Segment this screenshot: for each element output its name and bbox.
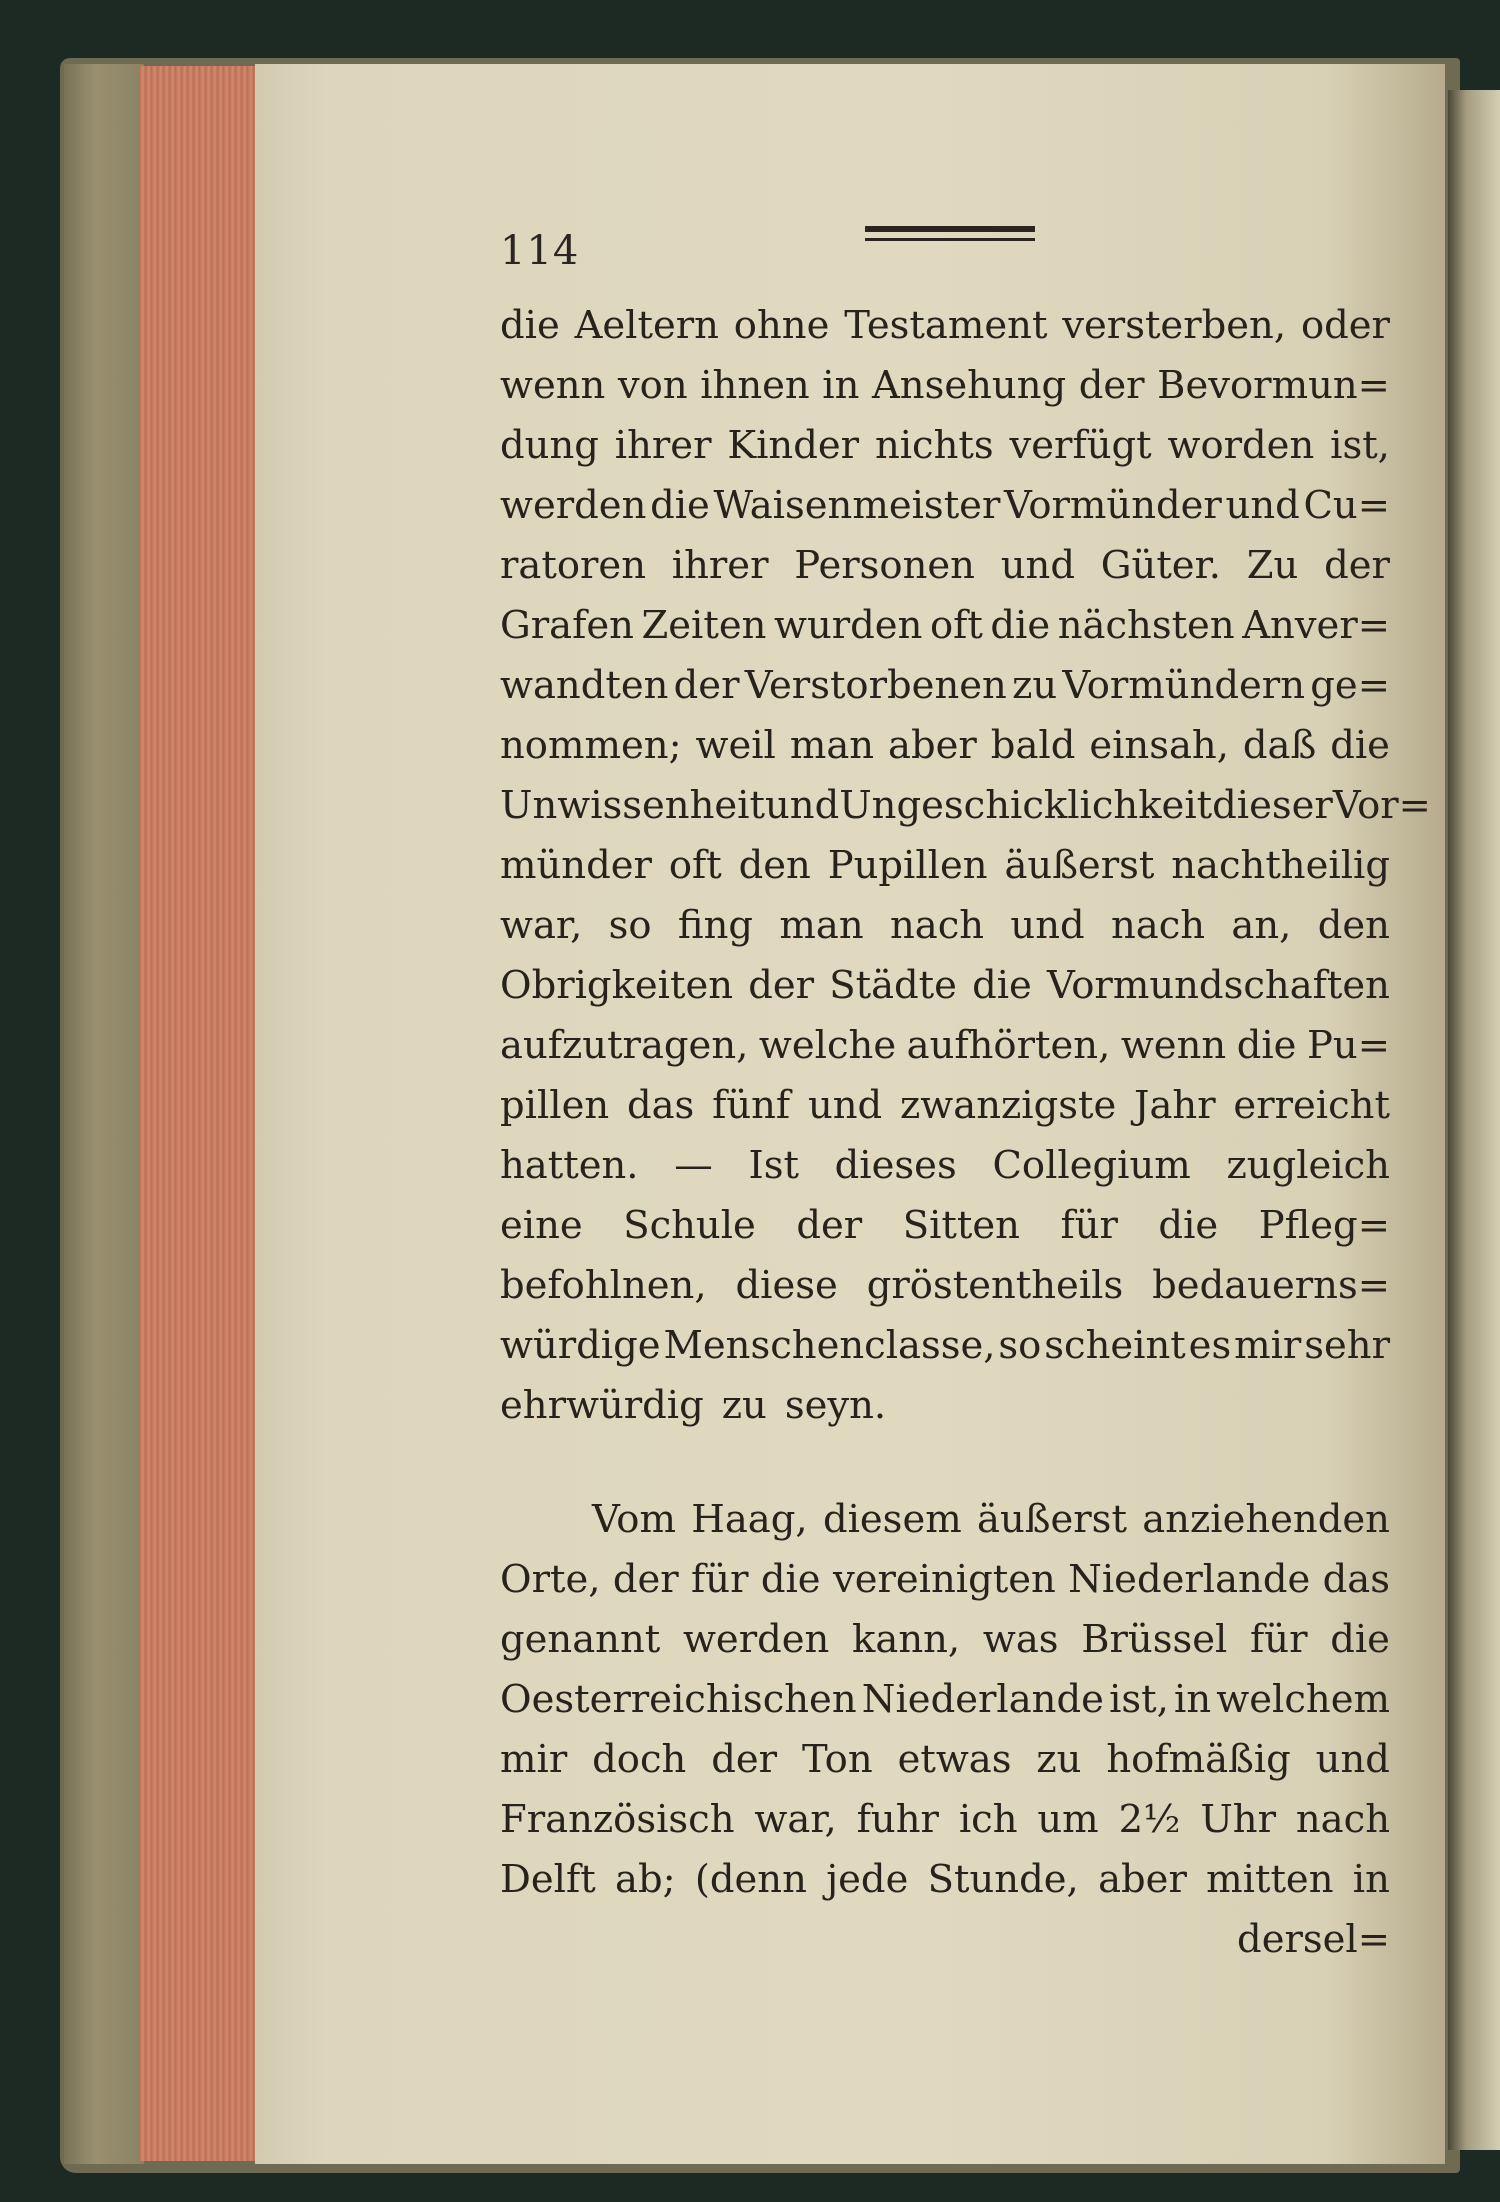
text-line [500,536,1390,596]
word: Ansehung [871,363,1067,408]
text-line [500,1490,1390,1550]
word: die [760,1557,821,1602]
word: diesem [822,1497,962,1542]
word: mir [1234,1323,1302,1368]
word: der [796,1203,863,1248]
word: fünf [712,1083,791,1128]
text-line [500,1076,1390,1136]
word: und [764,783,840,828]
text-line [500,1790,1390,1850]
word: ab; [614,1857,676,1902]
facing-page-edge [1448,90,1500,2150]
word: Grafen [500,603,634,648]
word: zwanzigste [900,1083,1117,1128]
word: was [982,1617,1059,1662]
word: nach [1295,1797,1390,1842]
word: sehr [1304,1323,1390,1368]
page-number: 114 [500,228,580,274]
word: und [1315,1737,1390,1782]
word: Vor= [1332,783,1431,828]
word: Menschenclasse, [663,1323,996,1368]
word: münder [500,843,652,888]
word: Ungeschicklichkeit [839,783,1213,828]
word: dung [500,423,599,468]
word: Obrigkeiten [500,963,734,1008]
word: der [612,1557,679,1602]
word: nächsten [1057,603,1235,648]
catchword-line [500,1910,1390,1970]
word: man [779,903,864,948]
word: Städte [829,963,957,1008]
word: das [1322,1557,1390,1602]
word: Personen [794,543,975,588]
word: jede [826,1857,909,1902]
word: Zu [1246,543,1299,588]
word: erreicht [1233,1083,1390,1128]
word: Stunde, [927,1857,1079,1902]
word: den [1317,903,1390,948]
header-rule-thin [865,238,1035,241]
word: in [822,363,860,408]
word: war, [754,1797,837,1842]
text-line [500,1256,1390,1316]
word: wenn [500,363,606,408]
word: in [1352,1857,1390,1902]
word: die [990,603,1051,648]
word: der [673,663,740,708]
text-line [500,1730,1390,1790]
word: anziehenden [1142,1497,1390,1542]
body-text [500,296,1431,1970]
word: gröstentheils [866,1263,1124,1308]
text-line [500,776,1431,836]
word: der [748,963,815,1008]
word: nommen; [500,723,682,768]
word: nach [889,903,985,948]
word: äußerst [1004,843,1155,888]
word: genannt [500,1617,661,1662]
word: Jahr [1134,1083,1216,1128]
word: Bevormun= [1157,363,1390,408]
word: nachtheilig [1171,843,1390,888]
word: mir [500,1737,568,1782]
word: zu [1036,1737,1082,1782]
word: Orte, [500,1557,601,1602]
word: weil [695,723,776,768]
word: Oesterreichischen [500,1677,857,1722]
word: Haag, [691,1497,808,1542]
word: man [789,723,875,768]
word: doch [592,1737,687,1782]
word: es [1188,1323,1232,1368]
word: an, [1231,903,1292,948]
word: wandten [500,663,669,708]
word: für [1060,1203,1118,1248]
word: oft [668,843,722,888]
word: kann, [852,1617,961,1662]
text-line [500,1016,1390,1076]
text-line [500,1136,1390,1196]
word: die [1330,723,1390,768]
text-line [500,716,1390,776]
word: versterben, [1062,303,1287,348]
text-line [500,296,1390,356]
word: verfügt [1009,423,1152,468]
word: in [1174,1677,1212,1722]
word: der [1078,363,1145,408]
word: Unwissenheit [500,783,765,828]
word: bedauerns= [1152,1263,1390,1308]
word: werden [500,483,647,528]
word: welche [758,1023,897,1068]
word: oder [1300,303,1390,348]
paragraph-2 [500,1490,1390,1910]
word: aufzutragen, [500,1023,749,1068]
word: Schule [623,1203,756,1248]
word: von [617,363,688,408]
word: Delft [500,1857,596,1902]
text-line [500,416,1390,476]
word: befohlnen, [500,1263,707,1308]
word: Kinder [727,423,860,468]
word: aber [1098,1857,1187,1902]
word: werden [682,1617,830,1662]
word: und [1225,483,1300,528]
word: Ist [748,1143,799,1188]
word: mitten [1206,1857,1334,1902]
word: Niederlande [861,1677,1104,1722]
word: ich [958,1797,1018,1842]
word: das [626,1083,695,1128]
word: dieser [1212,783,1333,828]
text-line [500,1550,1390,1610]
text-line [500,956,1390,1016]
text-line [500,1316,1390,1376]
word: Französisch [500,1797,735,1842]
word: so [608,903,652,948]
word: der [1324,543,1390,588]
word: worden [1167,423,1315,468]
word: war, [500,903,583,948]
word: fuhr [856,1797,939,1842]
word: nichts [874,423,994,468]
word: die [1236,1023,1297,1068]
word: ratoren [500,543,646,588]
word: Waisenmeister [713,483,1001,528]
word: und [1000,543,1075,588]
text-line [500,1850,1390,1910]
word: den [738,843,811,888]
word: für [691,1557,749,1602]
paragraph-gap [500,1436,1390,1490]
text-line [500,356,1390,416]
word: und [807,1083,883,1128]
word: — [674,1143,713,1188]
word: ihrer [671,543,769,588]
word: pillen [500,1083,610,1128]
paragraph-1 [500,296,1431,1436]
text-line [500,1196,1390,1256]
word: ohne [733,303,830,348]
word: für [1250,1617,1308,1662]
word: aufhörten, [906,1023,1111,1068]
word: 2½ [1118,1797,1181,1842]
word: Niederlande [1068,1557,1311,1602]
word: Cu= [1303,483,1390,528]
text-line [500,596,1390,656]
word: ehrwürdig [500,1383,704,1428]
word: ihrer [614,423,712,468]
word: die [972,963,1032,1008]
word: Zeiten [641,603,767,648]
word: Anver= [1242,603,1390,648]
text-line [500,476,1390,536]
book-cover-edge [64,64,144,2164]
word: Güter. [1100,543,1221,588]
page-edges [140,66,258,2161]
text-line [500,656,1390,716]
word: ist, [1330,423,1390,468]
word: Pu= [1307,1023,1390,1068]
word: seyn. [784,1383,887,1428]
text-line [500,836,1390,896]
word: (denn [694,1857,807,1902]
header-rule [865,226,1035,246]
word: daß [1242,723,1317,768]
word: Sitten [902,1203,1020,1248]
word: Uhr [1200,1797,1276,1842]
word: um [1037,1797,1099,1842]
word: oft [929,603,983,648]
word: Pfleg= [1258,1203,1390,1248]
word: die [1330,1617,1390,1662]
word: zugleich [1226,1143,1390,1188]
word: Brüssel [1081,1617,1228,1662]
word: ihnen [700,363,810,408]
word: welchem [1216,1677,1390,1722]
word: Vormündern [1062,663,1306,708]
word: diese [735,1263,838,1308]
word: wurden [773,603,923,648]
word: die [500,303,560,348]
word: nach [1110,903,1206,948]
catchword: dersel= [1237,1917,1390,1962]
word: hatten. [500,1143,639,1188]
word: Ton [801,1737,873,1782]
word: zu [1012,663,1058,708]
word: aber [888,723,977,768]
word: etwas [897,1737,1012,1782]
word: hofmäßig [1106,1737,1291,1782]
word: dieses [834,1143,957,1188]
word: Verstorbenen [744,663,1007,708]
word: einsah, [1089,723,1229,768]
text-line [500,1670,1390,1730]
word: äußerst [977,1497,1127,1542]
word: ge= [1310,663,1390,708]
word: die [1158,1203,1219,1248]
word: fing [677,903,754,948]
word: ist, [1109,1677,1169,1722]
word: eine [500,1203,583,1248]
word: Aeltern [574,303,719,348]
word: die [650,483,710,528]
word: Vormundschaften [1046,963,1390,1008]
word: Pupillen [827,843,988,888]
word: der [711,1737,778,1782]
word: Vom [592,1497,676,1542]
word: wenn [1120,1023,1227,1068]
word: so [998,1323,1042,1368]
word: scheint [1044,1323,1186,1368]
text-line [500,1610,1390,1670]
word: würdige [500,1323,661,1368]
word: vereinigten [832,1557,1056,1602]
text-line [500,1376,1390,1436]
text-line [500,896,1390,956]
header-rule-thick [865,226,1035,232]
word: und [1010,903,1085,948]
word: bald [990,723,1076,768]
word: Vormünder [1004,483,1222,528]
word: Collegium [992,1143,1191,1188]
word: zu [721,1383,767,1428]
word: Testament [844,303,1048,348]
